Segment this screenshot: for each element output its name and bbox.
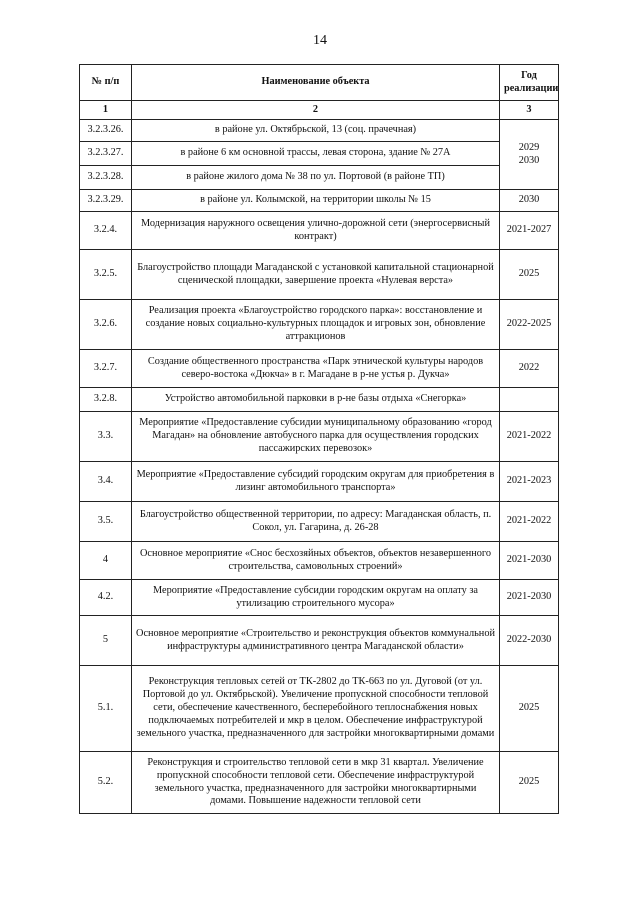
row-name: Реконструкция тепловых сетей от ТК-2802 до ТК-663 по ул. Дуговой (от ул. Портовой до ул. Октябрьской). Увеличение пропускной способности тепловой сети, обеспечение качественного, бесперебойного теплоснабжения новых подключаемых потребителей и мкр в целом. Обеспечение инфраструктурой земельного участка, предназначенного для застройки многоквартирными домами: [132, 666, 500, 752]
row-name: Реконструкция и строительство тепловой сети в мкр 31 квартал. Увеличение пропускной способности тепловой сети. Обеспечение инфраструктурой земельного участка, предназначенного для застройки многоквартирными домами. Повышение надежности тепловой сети: [132, 752, 500, 814]
row-num: 4.2.: [80, 580, 132, 616]
row-year: 2021-2022: [500, 412, 559, 462]
row-num: 3.4.: [80, 462, 132, 502]
column-number: 3: [500, 101, 559, 120]
row-num: 3.3.: [80, 412, 132, 462]
row-name: Модернизация наружного освещения улично-дорожной сети (энергосервисный контракт): [132, 212, 500, 250]
column-number-row: [80, 101, 559, 120]
header-num: № п/п: [80, 65, 132, 101]
header-year-line1: Год: [521, 69, 537, 81]
row-name: Реализация проекта «Благоустройство городского парка»: восстановление и создание новых социально-культурных площадок и игровых зон, обновление аттракционов: [132, 300, 500, 350]
row-name: Основное мероприятие «Снос бесхозяйных объектов, объектов незавершенного строительства, самовольных строений»: [132, 542, 500, 580]
row-year: 2022-2030: [500, 616, 559, 666]
row-year-merged: [500, 120, 559, 190]
row-year: 2021-2022: [500, 502, 559, 542]
table-row: [80, 300, 559, 350]
merged-year-line1: 2029: [518, 141, 540, 153]
row-num: 3.2.3.28.: [80, 166, 132, 190]
table-row: [80, 666, 559, 752]
row-year: 2022: [500, 350, 559, 388]
table-row: [80, 350, 559, 388]
table-row: [80, 752, 559, 814]
row-num: 4: [80, 542, 132, 580]
row-year: 2025: [500, 666, 559, 752]
row-name: в районе ул. Колымской, на территории школы № 15: [132, 190, 500, 212]
table-row: [80, 462, 559, 502]
row-num: 3.2.3.27.: [80, 142, 132, 166]
table-row: [80, 190, 559, 212]
row-year: 2022-2025: [500, 300, 559, 350]
row-num: 3.2.7.: [80, 350, 132, 388]
row-name: Мероприятие «Предоставление субсидии муниципальному образованию «город Магадан» на обновление автобусного парка для осуществления городских пассажирских перевозок»: [132, 412, 500, 462]
row-year: 2021-2030: [500, 580, 559, 616]
row-name: Мероприятие «Предоставление субсидии городским округам на оплату за утилизацию строительного мусора»: [132, 580, 500, 616]
row-year: 2021-2023: [500, 462, 559, 502]
table-header-row: [80, 65, 559, 101]
row-year: 2025: [500, 250, 559, 300]
table-row: [80, 250, 559, 300]
row-year: [500, 388, 559, 412]
row-name: Благоустройство площади Магаданской с установкой капитальной стационарной сценической площадки, завершение проекта «Нулевая верста»: [132, 250, 500, 300]
row-name: Мероприятие «Предоставление субсидий городским округам для приобретения в лизинг автомобильного транспорта»: [132, 462, 500, 502]
header-year: [500, 65, 559, 101]
header-year-line2: реализации: [504, 82, 559, 94]
column-number: 1: [80, 101, 132, 120]
row-num: 5: [80, 616, 132, 666]
table-row: [80, 142, 559, 166]
table-row: [80, 212, 559, 250]
table-row: [80, 120, 559, 142]
row-name: в районе 6 км основной трассы, левая сторона, здание № 27А: [132, 142, 500, 166]
row-num: 3.2.4.: [80, 212, 132, 250]
row-name: в районе ул. Октябрьской, 13 (соц. прачечная): [132, 120, 500, 142]
row-num: 3.5.: [80, 502, 132, 542]
row-num: 5.2.: [80, 752, 132, 814]
table-row: [80, 166, 559, 190]
row-num: 3.2.6.: [80, 300, 132, 350]
column-number: 2: [132, 101, 500, 120]
row-num: 5.1.: [80, 666, 132, 752]
row-name: Основное мероприятие «Строительство и реконструкция объектов коммунальной инфраструктуры административного центра Магаданской области»: [132, 616, 500, 666]
row-name: в районе жилого дома № 38 по ул. Портовой (в районе ТП): [132, 166, 500, 190]
table-row: [80, 388, 559, 412]
row-num: 3.2.8.: [80, 388, 132, 412]
row-num: 3.2.5.: [80, 250, 132, 300]
objects-table: [79, 64, 559, 814]
row-year: 2021-2027: [500, 212, 559, 250]
row-name: Создание общественного пространства «Парк этнической культуры народов северо-востока «Дюкча» в г. Магадане в р-не устья р. Дукча»: [132, 350, 500, 388]
row-year: 2021-2030: [500, 542, 559, 580]
table-row: [80, 616, 559, 666]
row-year: 2030: [500, 190, 559, 212]
merged-year-line2: 2030: [518, 154, 540, 166]
table-row: [80, 580, 559, 616]
page-number: 14: [313, 33, 327, 48]
table-row: [80, 502, 559, 542]
table-row: [80, 412, 559, 462]
row-year: 2025: [500, 752, 559, 814]
table-row: [80, 542, 559, 580]
header-name: Наименование объекта: [132, 65, 500, 101]
row-num: 3.2.3.26.: [80, 120, 132, 142]
row-num: 3.2.3.29.: [80, 190, 132, 212]
row-name: Благоустройство общественной территории, по адресу: Магаданская область, п. Сокол, ул. Гагарина, д. 26-28: [132, 502, 500, 542]
row-name: Устройство автомобильной парковки в р-не базы отдыха «Снегорка»: [132, 388, 500, 412]
